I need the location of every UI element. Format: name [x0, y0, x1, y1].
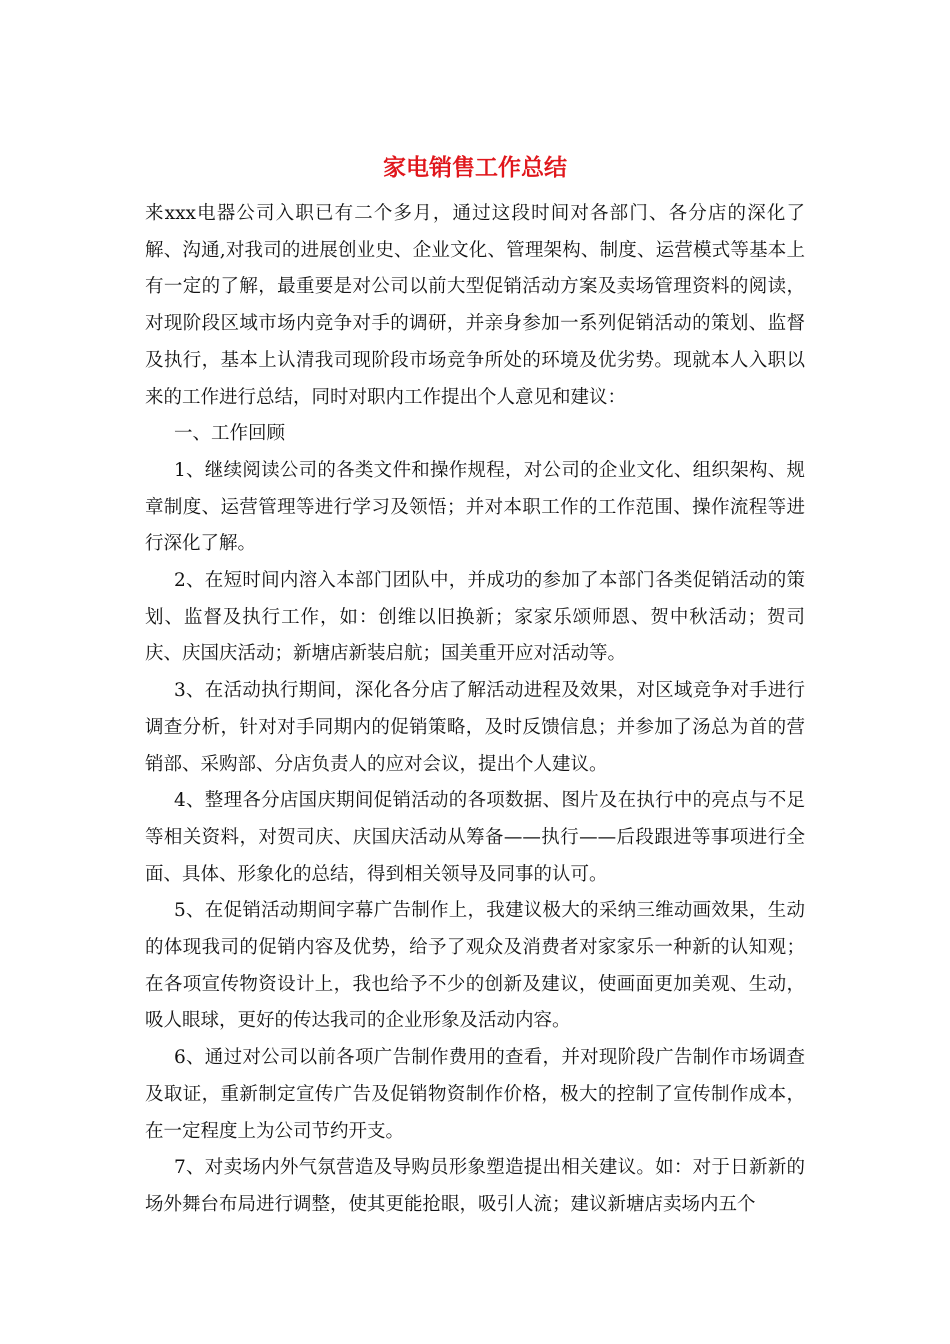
paragraph-item-1: 1、继续阅读公司的各类文件和操作规程，对公司的企业文化、组织架构、规章制度、运营管理等进行学习及领悟；并对本职工作的工作范围、操作流程等进行深化了解。 — [145, 459, 805, 555]
paragraph-item-7: 7、对卖场内外气氛营造及导购员形象塑造提出相关建议。如：对于日新新的场外舞台布局进行调整，使其更能抢眼，吸引人流；建议新塘店卖场内五个 — [145, 1157, 805, 1215]
paragraph-item-3: 3、在活动执行期间，深化各分店了解活动进程及效果，对区域竞争对手进行调查分析，针对对手同期内的促销策略，及时反馈信息；并参加了汤总为首的营销部、采购部、分店负责人的应对会议，提出个人建议。 — [145, 680, 805, 775]
section-heading-work-review: 一、工作回顾 — [174, 423, 286, 445]
intro-paragraph: 来xxx电器公司入职已有二个多月，通过这段时间对各部门、各分店的深化了解、沟通,对我司的进展创业史、企业文化、管理架构、制度、运营模式等基本上有一定的了解，最重要是对公司以前大型促销活动方案及卖场管理资料的阅读，对现阶段区域市场内竞争对手的调研，并亲身参加一系列促销活动的策划、监督及执行，基本上认清我司现阶段市场竞争所处的环境及优劣势。现就本人入职以来的工作进行总结，同时对职内工作提出个人意见和建议： — [145, 203, 805, 408]
paragraph-item-4: 4、整理各分店国庆期间促销活动的各项数据、图片及在执行中的亮点与不足等相关资料，对贺司庆、庆国庆活动从筹备——执行——后段跟进等事项进行全面、具体、形象化的总结，得到相关领导及同事的认可。 — [145, 790, 805, 885]
paragraph-item-2: 2、在短时间内溶入本部门团队中，并成功的参加了本部门各类促销活动的策划、监督及执行工作，如：创维以旧换新；家家乐颂师恩、贺中秋活动；贺司庆、庆国庆活动；新塘店新装启航；国美重开应对活动等。 — [145, 570, 805, 665]
paragraph-item-5: 5、在促销活动期间字幕广告制作上，我建议极大的采纳三维动画效果，生动的体现我司的促销内容及优势，给予了观众及消费者对家家乐一种新的认知观；在各项宣传物资设计上，我也给予不少的创新及建议，使画面更加美观、生动，吸人眼球，更好的传达我司的企业形象及活动内容。 — [145, 900, 805, 1032]
document-body — [145, 196, 805, 1224]
document-title: 家电销售工作总结 — [383, 154, 567, 181]
paragraph-item-6: 6、通过对公司以前各项广告制作费用的查看，并对现阶段广告制作市场调查及取证，重新制定宣传广告及促销物资制作价格，极大的控制了宣传制作成本，在一定程度上为公司节约开支。 — [145, 1047, 805, 1142]
